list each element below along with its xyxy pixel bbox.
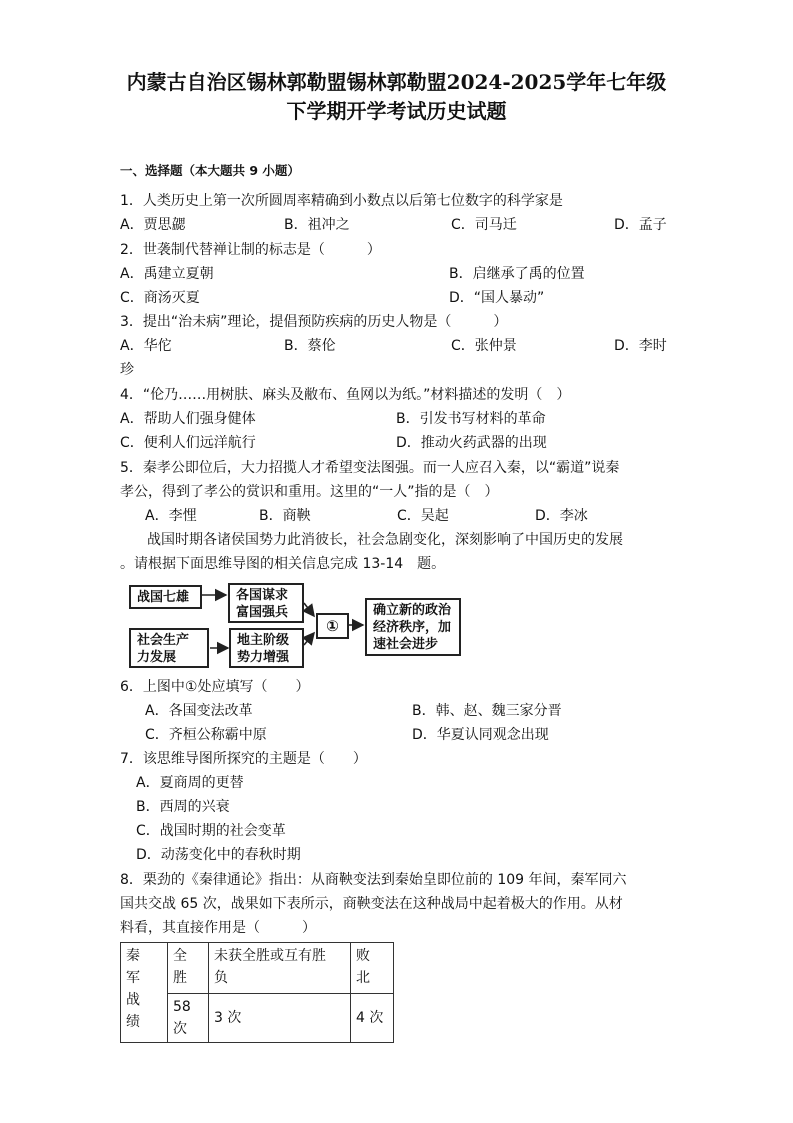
mindmap-box-landlord-class-line1: 地主阶级 <box>237 633 290 648</box>
question-8-stem-line1: 8．栗劲的《秦律通论》指出：从商鞅变法到秦始皇即位前的 109 年间，秦军同六 <box>120 872 627 888</box>
passage-intro-line2: 。请根据下面思维导图的相关信息完成 13-14 题。 <box>120 556 446 572</box>
table-cell-header-partial <box>209 943 351 994</box>
table-cell-full-win-value <box>168 994 209 1043</box>
question-1-option-d: D．孟子 <box>614 217 667 233</box>
table-text: 次 <box>173 1021 187 1037</box>
mindmap-box-result-line3: 速社会进步 <box>373 637 439 652</box>
question-3-option-d-continued: 珍 <box>120 362 134 378</box>
exam-title-line1: 内蒙古自治区锡林郭勒盟锡林郭勒盟2024-2025学年七年级 <box>126 70 667 94</box>
question-1-option-b: B．祖冲之 <box>284 217 350 233</box>
question-5-option-d: D．李冰 <box>535 508 588 524</box>
table-cell-defeat-value: 4 次 <box>351 994 394 1043</box>
table-cell-partial-value: 3 次 <box>209 994 351 1043</box>
question-3-option-d: D．李时 <box>614 338 667 354</box>
exam-title-line2: 下学期开学考试历史试题 <box>286 99 507 123</box>
question-1-stem: 1．人类历史上第一次所圆周率精确到小数点以后第七位数字的科学家是 <box>120 193 563 209</box>
table-text: 绩 <box>126 1014 140 1030</box>
question-4-option-a: A．帮助人们强身健体 <box>120 411 256 427</box>
mindmap-box-productivity-line1: 社会生产 <box>137 633 190 648</box>
question-5-option-a: A．李悝 <box>145 508 197 524</box>
table-cell-qin-army-record <box>121 943 168 1043</box>
question-7-option-d: D．动荡变化中的春秋时期 <box>136 847 301 863</box>
mindmap-blank-circle <box>316 613 349 639</box>
question-7-option-a: A．夏商周的更替 <box>136 775 244 791</box>
mindmap-box-landlord-class <box>229 628 304 668</box>
table-row <box>121 943 394 994</box>
mindmap-box-seek-strength-line2: 富国强兵 <box>236 605 289 620</box>
mindmap-box-seven-states <box>129 585 202 609</box>
mindmap-box-landlord-class-line2: 势力增强 <box>237 650 290 665</box>
table-cell-header-full-win <box>168 943 209 994</box>
table-text: 北 <box>356 970 370 986</box>
table-cell-header-defeat <box>351 943 394 994</box>
question-5-stem-line2: 孝公，得到了孝公的赏识和重用。这里的“一人”指的是（ ） <box>120 484 499 500</box>
question-7-option-c: C．战国时期的社会变革 <box>136 823 286 839</box>
question-7-option-b: B．西周的兴衰 <box>136 799 230 815</box>
question-6-stem: 6．上图中①处应填写（ ） <box>120 679 310 695</box>
question-3-option-b: B．蔡伦 <box>284 338 336 354</box>
arrow-landlord-to-circle <box>304 633 314 645</box>
question-6-option-b: B．韩、赵、魏三家分晋 <box>412 703 562 719</box>
qin-army-record-table <box>120 942 394 1043</box>
question-8-stem-line2: 国共交战 65 次，战果如下表所示，商鞅变法在这种战局中起着极大的作用。从材 <box>120 896 623 912</box>
table-text: 战 <box>126 992 140 1008</box>
table-text: 全 <box>173 948 187 964</box>
table-text: 胜 <box>173 970 187 986</box>
question-2-option-b: B．启继承了禹的位置 <box>449 266 585 282</box>
arrow-plan-to-circle <box>304 603 314 616</box>
table-text: 败 <box>356 948 370 964</box>
question-3-option-c: C．张仲景 <box>451 338 517 354</box>
question-1-option-c: C．司马迁 <box>451 217 517 233</box>
mindmap-box-result-line1: 确立新的政治 <box>373 603 452 618</box>
question-8-stem-line3: 料看，其直接作用是（ ） <box>120 920 316 936</box>
table-text: 未获全胜或互有胜 <box>214 948 326 964</box>
question-5-option-c: C．吴起 <box>397 508 449 524</box>
question-6-option-a: A．各国变法改革 <box>145 703 253 719</box>
table-text: 军 <box>126 970 140 986</box>
question-2-stem: 2．世袭制代替禅让制的标志是（ ） <box>120 242 381 258</box>
mindmap-box-result <box>365 598 461 656</box>
passage-intro-line1: 战国时期各诸侯国势力此消彼长，社会急剧变化，深刻影响了中国历史的发展 <box>147 532 623 548</box>
question-6-option-c: C．齐桓公称霸中原 <box>145 727 267 743</box>
table-text: 58 <box>173 999 191 1015</box>
mindmap-box-seek-strength-line1: 各国谋求 <box>236 588 289 603</box>
table-text: 负 <box>214 970 228 986</box>
question-6-option-d: D．华夏认同观念出现 <box>412 727 549 743</box>
mindmap-blank-circle-label: ① <box>326 617 339 635</box>
question-2-option-c: C．商汤灭夏 <box>120 290 200 306</box>
section-heading: 一、选择题（本大题共 9 小题） <box>120 163 300 178</box>
question-3-stem: 3．提出“治未病”理论，提倡预防疾病的历史人物是（ ） <box>120 314 508 330</box>
question-7-stem: 7．该思维导图所探究的主题是（ ） <box>120 751 367 767</box>
question-2-option-d: D．“国人暴动” <box>449 290 545 306</box>
mindmap-box-seek-strength <box>228 583 304 623</box>
mindmap-box-productivity <box>129 628 209 668</box>
question-4-stem: 4．“伦乃……用树肤、麻头及敝布、鱼网以为纸。”材料描述的发明（ ） <box>120 387 571 403</box>
question-4-option-b: B．引发书写材料的革命 <box>396 411 546 427</box>
mindmap-box-productivity-line2: 力发展 <box>137 650 177 665</box>
question-2-option-a: A．禹建立夏朝 <box>120 266 214 282</box>
mindmap-box-result-line2: 经济秩序，加 <box>373 620 452 635</box>
question-1-option-a: A．贾思勰 <box>120 217 186 233</box>
question-5-stem-line1: 5．秦孝公即位后，大力招揽人才希望变法图强。而一人应召入秦，以“霸道”说秦 <box>120 460 620 476</box>
question-5-option-b: B．商鞅 <box>259 508 311 524</box>
question-4-option-c: C．便利人们远洋航行 <box>120 435 256 451</box>
mindmap-box-seven-states-label: 战国七雄 <box>137 590 190 605</box>
question-4-option-d: D．推动火药武器的出现 <box>396 435 547 451</box>
table-text: 秦 <box>126 948 140 964</box>
question-3-option-a: A．华佗 <box>120 338 172 354</box>
